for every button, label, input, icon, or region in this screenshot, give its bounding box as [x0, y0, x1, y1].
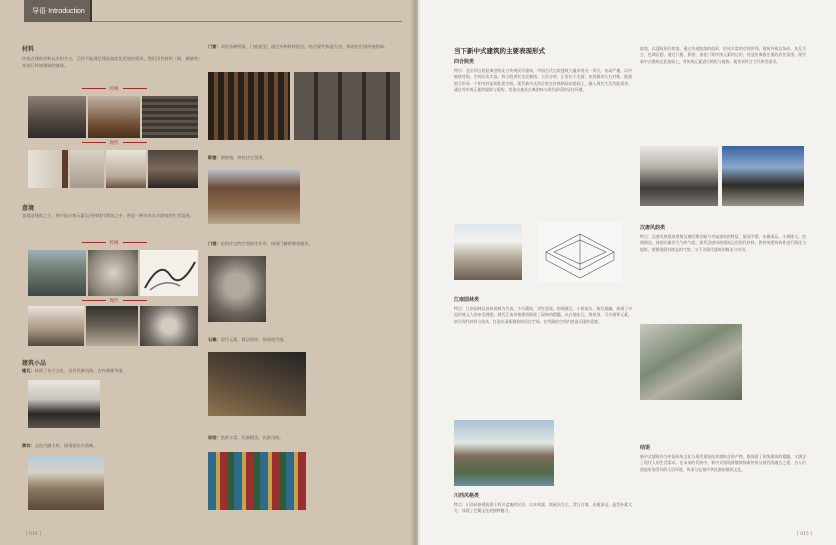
caption-stone: 石雕：现代元素，简洁明快，体现现代感。	[208, 337, 288, 342]
photo-modern-lattice	[148, 150, 198, 188]
photo-modern-wall	[28, 150, 68, 188]
summary-item-eaves: 檐瓦：体现了东方文化，具有民族风格，古朴典雅华丽。	[22, 368, 127, 373]
style-text: 意境是建筑之主，将中国古典元素运用到现代建筑之中，营造一种具有东方韵味的生活氛围。	[22, 213, 194, 218]
photo-modern-facade	[106, 150, 146, 188]
photo-han-gate	[722, 146, 804, 206]
photo-traditional-tiles	[142, 96, 198, 138]
text-han-tang: 特点：汉唐风格建筑借鉴汉唐时期宫殿与寺庙建筑的特征，屋顶平缓、出檐深远、斗拱硕大、色调简洁，体现出雄浑大气的气度。现代汉唐风格建筑运用现代材料，将传统建筑构件进行简化与提炼，使建筑既有恢弘的气势，又不失现代建筑的简洁与实用。	[640, 234, 806, 252]
photo-water-town	[28, 250, 86, 296]
subtitle-han-tang: 汉唐风韵类	[640, 225, 666, 231]
photo-modern-corridor	[86, 306, 138, 346]
photo-wood-doors	[208, 72, 290, 140]
label-modern-style: 现代	[64, 298, 164, 304]
photo-screen-wall	[208, 168, 300, 224]
photo-wood-carving	[208, 352, 306, 416]
section-header-tab	[24, 0, 92, 22]
caption-doors: 门窗：采用各种图案，门窗造型，通过多种材料组合，结合现代构造方法，体现出中国传统韵味。	[208, 44, 389, 49]
text-jiangnan: 特点：江南园林以苏州园林为代表，小巧精致，讲究意境。粉墙黛瓦、小桥流水、曲径通幽，体现了中国传统文人的审美理想。现代江南风格建筑吸收了园林的精髓，以白墙灰瓦、坡屋顶、马头墙等元素，结合现代材料与技术，打造出清新雅致的居住空间，在有限的空间内营造无限的意境。	[454, 306, 632, 324]
header-cn: 导语	[32, 8, 46, 15]
photo-han-building	[640, 146, 718, 206]
text-sichuan: 特点：川西风格建筑源于四川盆地的民居，以木构架、坡屋顶为主，青瓦白墙，出檐深远，造型朴素大方，体现了巴蜀文化的独特魅力。	[454, 502, 632, 514]
photo-aerial-view	[640, 324, 742, 400]
photo-courtyard-houses	[454, 224, 522, 280]
label-modern-materials: 现代	[64, 140, 164, 146]
style-title: 意境	[22, 205, 35, 212]
photo-traditional-wood	[88, 96, 140, 138]
photo-modern-window	[70, 150, 104, 188]
photo-carved-panels	[294, 72, 400, 140]
text-courtyard: 特点：北京四合院是典型的北方传统民居建筑，中国古代宅院建筑大量采用这一形式，布局严谨，以中轴线对称，空间层次丰富。四合院讲究坐北朝南，主次分明，正房位于北面，东西厢房左右对称，院落围合形成一个相对封闭的私密空间。现代新中式四合院在传统格局的基础上，融入现代生活功能需求，通过对传统元素的提炼与重构，营造出兼具古典韵味与现代舒适的居住环境。	[454, 68, 632, 92]
photo-carved-window	[88, 250, 138, 296]
subtitle-sichuan: 川西风格类	[454, 493, 480, 499]
photo-modern-courtyard	[28, 306, 84, 346]
page-number-left: [ 014 ]	[26, 532, 41, 537]
photo-stone-carving	[208, 256, 266, 322]
photo-ink-painting	[140, 250, 198, 296]
caption-painting: 彩绘：色彩丰富，绘画精美，民族风格。	[208, 435, 284, 440]
label-traditional-materials: 传统	[64, 86, 164, 92]
photo-archway	[28, 456, 104, 510]
photo-painted-beams	[208, 452, 306, 510]
right-page	[418, 0, 836, 545]
subtitle-jiangnan: 江南园林类	[454, 297, 480, 303]
summary-item-archway: 牌坊：文化内涵丰厚，体现着东方韵味。	[22, 443, 98, 448]
photo-sichuan-garden	[454, 420, 554, 486]
photo-modern-ornament	[140, 306, 198, 346]
text-conclusion: 新中式建筑作为中国传统文化与现代建筑技术相结合的产物，既保留了传统建筑的精髓，又满足了现代人的生活需求。在未来的发展中，新中式建筑将继续探索传统与现代的融合之道，为人们创造更加美好的人居环境，传承与弘扬中华民族的建筑文化。	[640, 454, 806, 472]
label-traditional-style: 传统	[64, 240, 164, 246]
courtyard-diagram	[538, 222, 622, 282]
header-en: Introduction	[48, 8, 85, 15]
caption-gatehouse: 门楼：起到住宅的空间界定作用，体现门楣的尊贵地位。	[208, 241, 313, 246]
photo-traditional-roof	[28, 96, 86, 138]
text-column-continued: 院落，以建筑围合院落，通过多进院落的组织，形成丰富的空间序列。建筑外观以灰砖、灰瓦为主，色调沉稳，通过门楼、影壁、垂花门等传统元素的运用，营造出典雅庄重的居住氛围。现代新中式建筑在此基础上，对传统元素进行简化与提炼，使其更符合当代审美需求。	[640, 46, 806, 64]
subtitle-conclusion: 结语	[640, 445, 651, 451]
subtitle-courtyard: 四合院类	[454, 59, 475, 65]
materials-text: 传统古建筑材料以木构为主，已经不能满足建筑高度化发展的需求，我们用代材料（钢、玻璃等）来进行传统建筑的演绎。	[22, 56, 200, 68]
page-number-right: [ 015 ]	[797, 532, 812, 537]
materials-title: 材料	[22, 46, 35, 53]
ink-painting-icon	[140, 250, 198, 296]
photo-eaves	[28, 380, 100, 428]
summary-title: 建筑小品	[22, 360, 47, 367]
caption-screen-wall: 影壁：照壁墙，烘托住宅氛围。	[208, 155, 267, 160]
book-gutter	[410, 0, 426, 545]
header-divider	[92, 21, 402, 22]
courtyard-axonometric-icon	[538, 222, 622, 282]
main-title: 当下新中式建筑的主要表现形式	[454, 47, 545, 55]
